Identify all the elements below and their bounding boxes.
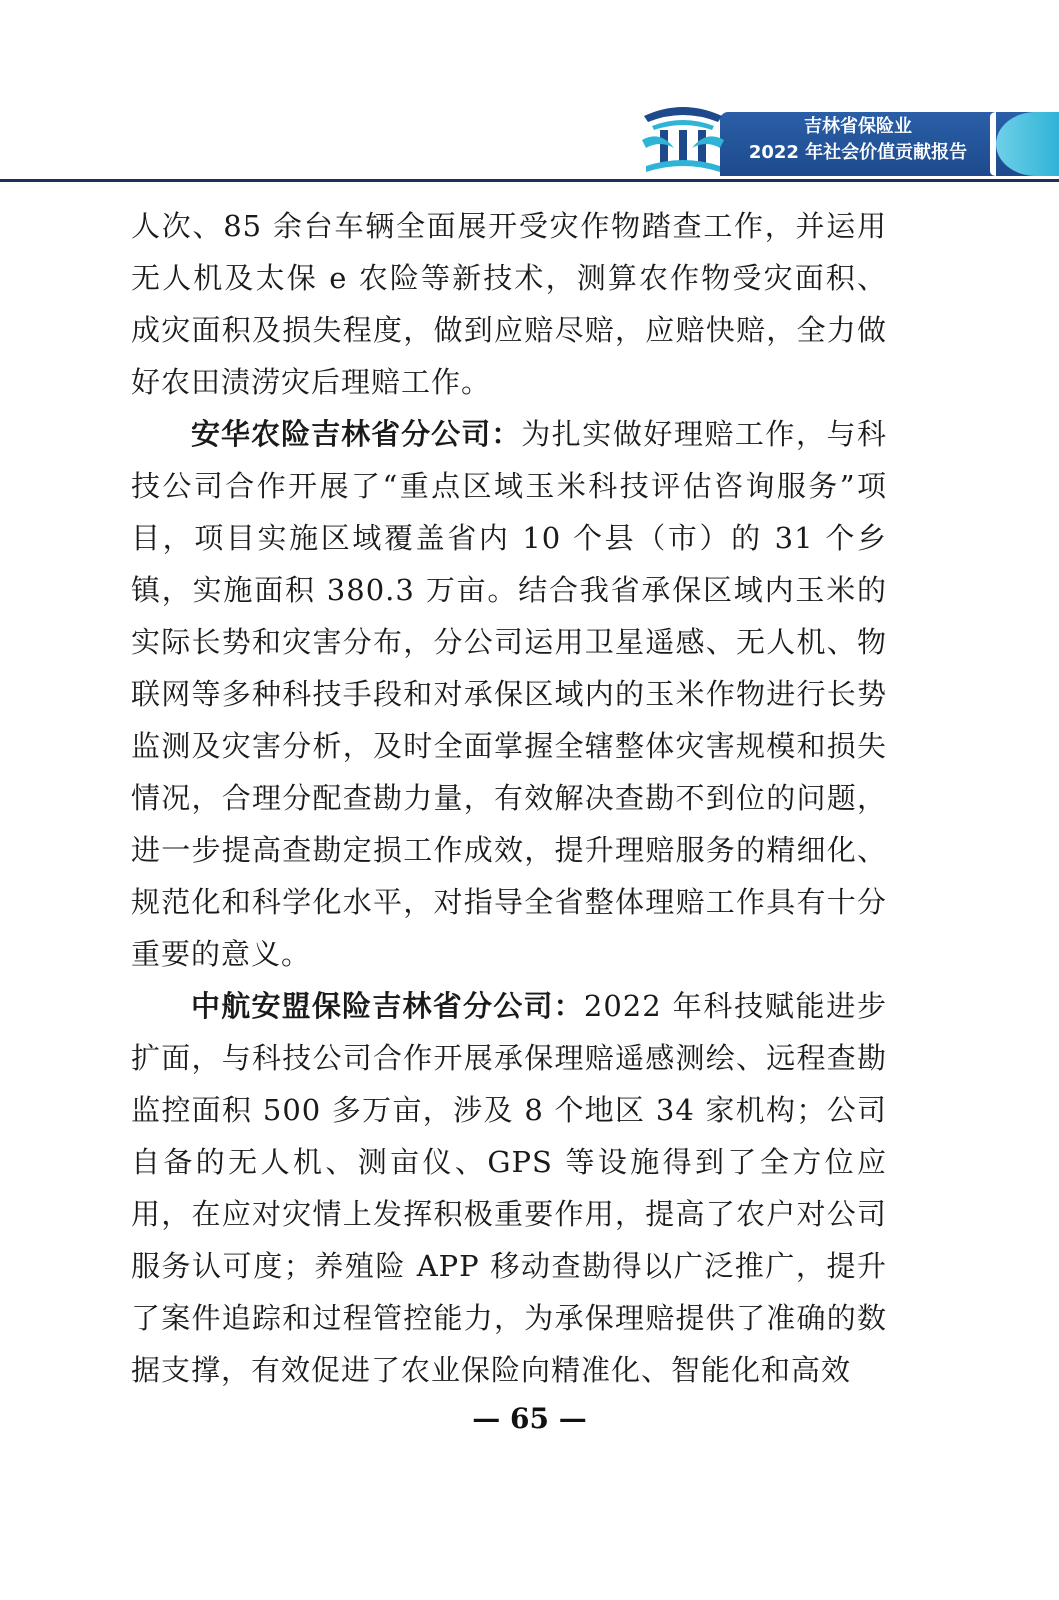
company-name-anhua: 安华农险吉林省分公司：: [191, 417, 522, 451]
header-title-line1: 吉林省保险业: [804, 116, 912, 137]
jilin-insurance-logo-icon: [640, 100, 726, 174]
paragraph-zhonghang-anmeng: [131, 980, 887, 1396]
header-divider: [0, 179, 1059, 182]
paragraph-continued: [131, 200, 887, 408]
paragraph-text: 人次、85 余台车辆全面展开受灾作物踏查工作，并运用无人机及太保 e 农险等新技术，测算农作物受灾面积、成灾面积及损失程度，做到应赔尽赔，应赔快赔，全力做好农田渍涝灾后理赔工作。: [131, 209, 887, 399]
paragraph-text: 2022 年科技赋能进步扩面，与科技公司合作开展承保理赔遥感测绘、远程查勘监控面积 500 多万亩，涉及 8 个地区 34 家机构；公司自备的无人机、测亩仪、GPS 等设施得到了全方位应用，在应对灾情上发挥积极重要作用，提高了农户对公司服务认可度；养殖险 APP 移动查勘得以广泛推广，提升了案件追踪和过程管控能力，为承保理赔提供了准确的数据支撑，有效促进了农业保险向精准化、智能化和高效: [131, 989, 887, 1387]
page-header: [0, 0, 1059, 190]
paragraph-text: 为扎实做好理赔工作，与科技公司合作开展了“重点区域玉米科技评估咨询服务”项目，项目实施区域覆盖省内 10 个县（市）的 31 个乡镇，实施面积 380.3 万亩。结合我省承保区域内玉米的实际长势和灾害分布，分公司运用卫星遥感、无人机、物联网等多种科技手段和对承保区域内的玉米作物进行长势监测及灾害分析，及时全面掌握全辖整体灾害规模和损失情况，合理分配查勘力量，有效解决查勘不到位的问题，进一步提高查勘定损工作成效，提升理赔服务的精细化、规范化和科学化水平，对指导全省整体理赔工作具有十分重要的意义。: [131, 417, 887, 971]
header-title-line2: 2022 年社会价值贡献报告: [748, 142, 968, 163]
header-title: [720, 114, 996, 174]
document-body: [131, 200, 887, 1396]
page-number: — 65 —: [472, 1402, 587, 1435]
paragraph-anhua: [131, 408, 887, 980]
company-name-zhonghang-anmeng: 中航安盟保险吉林省分公司：: [191, 989, 584, 1023]
